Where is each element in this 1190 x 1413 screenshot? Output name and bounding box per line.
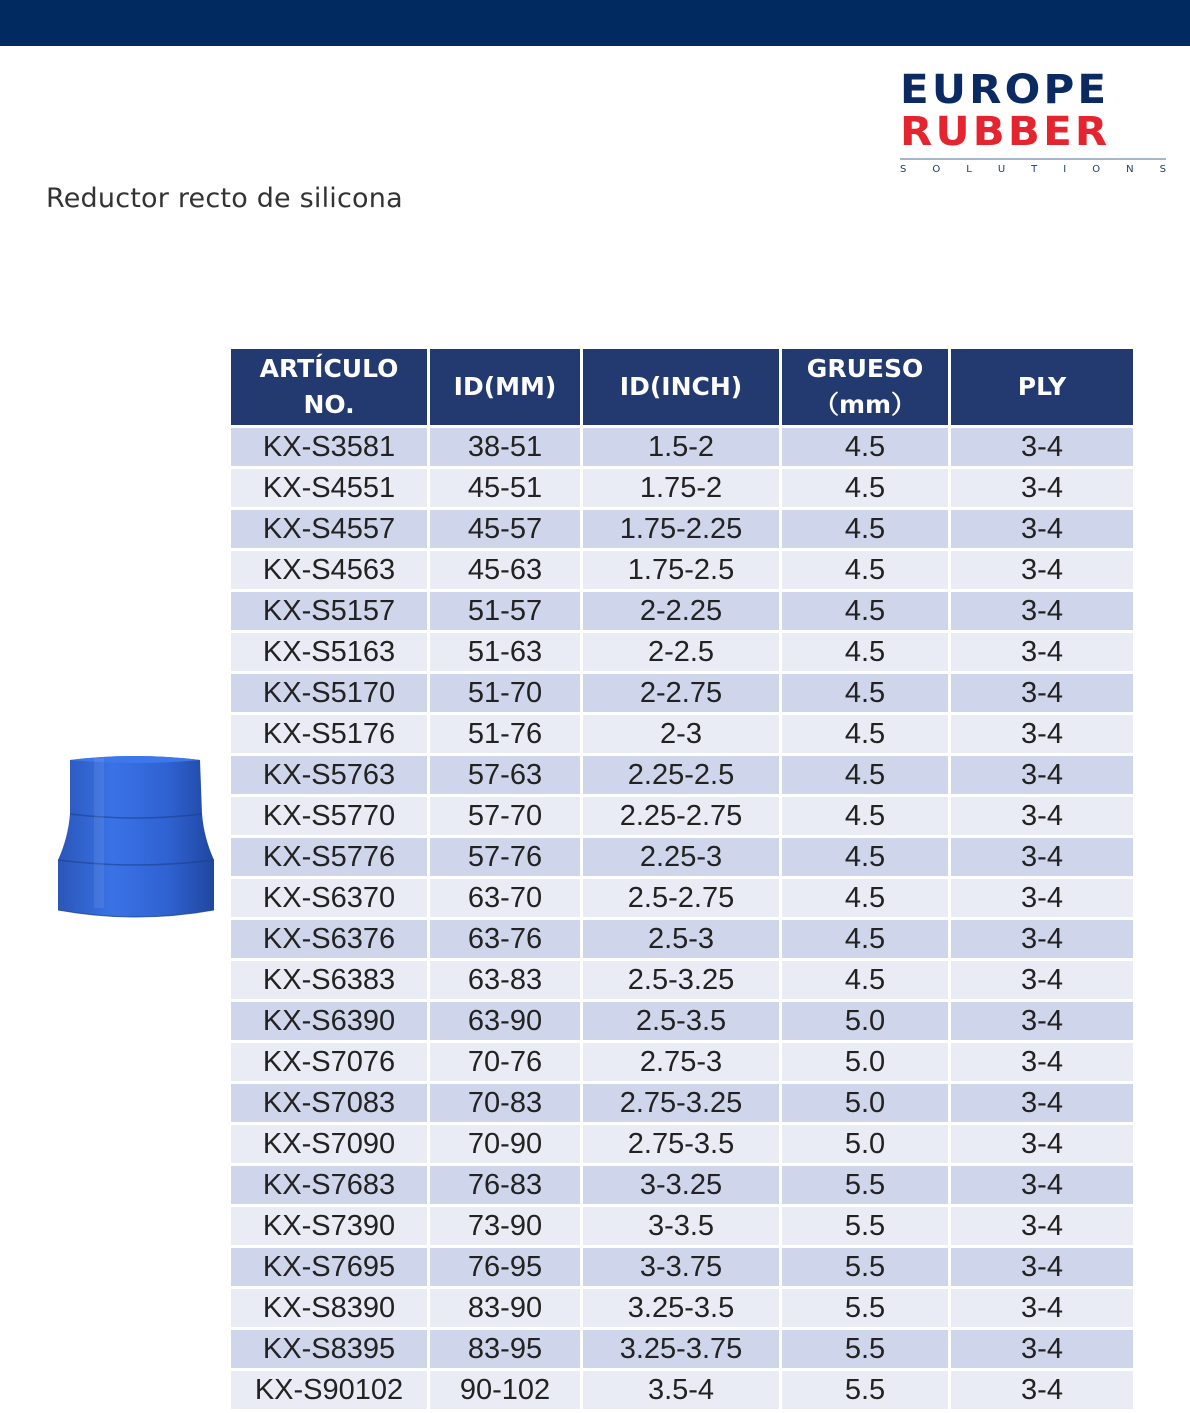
cell-id-mm: 63-70 [430,879,580,917]
header-ply [951,349,1133,425]
header-line: GRUESO [806,354,924,383]
table-row [231,1289,1133,1327]
cell-id-mm: 70-83 [430,1084,580,1122]
cell-id-inch: 2-3 [583,715,779,753]
cell-id-mm: 51-57 [430,592,580,630]
cell-articulo: KX-S7683 [231,1166,427,1204]
cell-ply: 3-4 [951,1330,1133,1368]
cell-id-inch: 1.75-2.5 [583,551,779,589]
cell-articulo: KX-S7695 [231,1248,427,1286]
cell-articulo: KX-S5770 [231,797,427,835]
logo-tagline-letter: U [997,164,1006,175]
cell-grueso: 4.5 [782,592,948,630]
cell-articulo: KX-S4551 [231,469,427,507]
cell-articulo: KX-S7390 [231,1207,427,1245]
header-line: ID(MM) [453,372,557,401]
cell-ply: 3-4 [951,551,1133,589]
cell-id-inch: 1.75-2 [583,469,779,507]
logo-tagline-letter: O [932,164,941,175]
cell-articulo: KX-S6383 [231,961,427,999]
cell-ply: 3-4 [951,1125,1133,1163]
cell-articulo: KX-S5776 [231,838,427,876]
cell-articulo: KX-S90102 [231,1371,427,1409]
table-row [231,1207,1133,1245]
cell-id-inch: 2.25-3 [583,838,779,876]
cell-articulo: KX-S5170 [231,674,427,712]
cell-id-mm: 57-70 [430,797,580,835]
logo-tagline-letter: I [1063,164,1067,175]
cell-grueso: 5.5 [782,1166,948,1204]
header-line: ARTÍCULO [259,354,399,383]
header-articulo [231,349,427,425]
cell-grueso: 5.0 [782,1043,948,1081]
table-row [231,1166,1133,1204]
cell-ply: 3-4 [951,1002,1133,1040]
header-id-mm [430,349,580,425]
cell-id-mm: 63-90 [430,1002,580,1040]
silicone-reducer-hose-icon [54,752,218,924]
table-row [231,592,1133,630]
cell-id-inch: 3.25-3.5 [583,1289,779,1327]
logo-tagline-letter: S [900,164,907,175]
logo-tagline [900,164,1166,175]
table-row [231,756,1133,794]
cell-articulo: KX-S5176 [231,715,427,753]
cell-id-inch: 2.5-3.5 [583,1002,779,1040]
cell-ply: 3-4 [951,1371,1133,1409]
cell-id-mm: 83-90 [430,1289,580,1327]
header-line: ID(INCH) [619,372,743,401]
cell-id-mm: 83-95 [430,1330,580,1368]
cell-grueso: 4.5 [782,920,948,958]
cell-id-inch: 2.75-3.5 [583,1125,779,1163]
logo-text-rubber: RUBBER [900,109,1111,155]
cell-id-mm: 51-63 [430,633,580,671]
logo-tagline-letter: L [966,164,972,175]
cell-articulo: KX-S7076 [231,1043,427,1081]
cell-id-mm: 76-95 [430,1248,580,1286]
table-row [231,1002,1133,1040]
cell-grueso: 5.0 [782,1125,948,1163]
table-row [231,920,1133,958]
cell-id-mm: 90-102 [430,1371,580,1409]
cell-id-inch: 2.5-3 [583,920,779,958]
cell-id-mm: 45-51 [430,469,580,507]
cell-id-inch: 2.5-2.75 [583,879,779,917]
cell-articulo: KX-S7090 [231,1125,427,1163]
cell-grueso: 5.5 [782,1289,948,1327]
cell-grueso: 4.5 [782,428,948,466]
cell-id-inch: 2-2.25 [583,592,779,630]
table-row [231,1084,1133,1122]
cell-id-inch: 3.5-4 [583,1371,779,1409]
table-row [231,1248,1133,1286]
spec-table [228,346,1136,1412]
cell-ply: 3-4 [951,592,1133,630]
cell-articulo: KX-S5763 [231,756,427,794]
cell-id-inch: 3-3.75 [583,1248,779,1286]
cell-ply: 3-4 [951,428,1133,466]
cell-id-inch: 3.25-3.75 [583,1330,779,1368]
top-banner-bar [0,0,1190,46]
cell-id-inch: 1.5-2 [583,428,779,466]
table-row [231,1043,1133,1081]
page-title: Reductor recto de silicona [46,183,403,214]
cell-grueso: 4.5 [782,838,948,876]
cell-ply: 3-4 [951,1207,1133,1245]
cell-ply: 3-4 [951,633,1133,671]
cell-grueso: 4.5 [782,633,948,671]
cell-grueso: 5.5 [782,1330,948,1368]
cell-ply: 3-4 [951,1084,1133,1122]
cell-articulo: KX-S8395 [231,1330,427,1368]
header-id-inch [583,349,779,425]
cell-ply: 3-4 [951,469,1133,507]
table-row [231,838,1133,876]
cell-ply: 3-4 [951,797,1133,835]
table-row [231,428,1133,466]
cell-id-inch: 1.75-2.25 [583,510,779,548]
table-row [231,469,1133,507]
cell-id-inch: 2.75-3.25 [583,1084,779,1122]
cell-articulo: KX-S5157 [231,592,427,630]
cell-grueso: 5.5 [782,1248,948,1286]
cell-ply: 3-4 [951,1043,1133,1081]
cell-articulo: KX-S3581 [231,428,427,466]
table-row [231,961,1133,999]
cell-id-mm: 73-90 [430,1207,580,1245]
cell-id-mm: 57-76 [430,838,580,876]
cell-grueso: 5.0 [782,1084,948,1122]
table-row [231,510,1133,548]
cell-grueso: 4.5 [782,674,948,712]
cell-grueso: 4.5 [782,879,948,917]
logo-tagline-letter: S [1159,164,1166,175]
cell-id-mm: 45-57 [430,510,580,548]
cell-id-mm: 51-70 [430,674,580,712]
cell-grueso: 4.5 [782,961,948,999]
cell-id-inch: 2-2.75 [583,674,779,712]
cell-articulo: KX-S4557 [231,510,427,548]
cell-grueso: 4.5 [782,797,948,835]
cell-grueso: 4.5 [782,469,948,507]
header-grueso [782,349,948,425]
cell-ply: 3-4 [951,1166,1133,1204]
cell-id-inch: 2.75-3 [583,1043,779,1081]
cell-grueso: 5.5 [782,1371,948,1409]
cell-grueso: 5.0 [782,1002,948,1040]
cell-articulo: KX-S8390 [231,1289,427,1327]
table-row [231,715,1133,753]
cell-id-mm: 63-83 [430,961,580,999]
cell-id-inch: 2.25-2.75 [583,797,779,835]
europe-rubber-logo [898,68,1168,180]
cell-ply: 3-4 [951,1289,1133,1327]
cell-id-inch: 2.5-3.25 [583,961,779,999]
table-row [231,674,1133,712]
cell-id-inch: 3-3.25 [583,1166,779,1204]
cell-ply: 3-4 [951,961,1133,999]
cell-ply: 3-4 [951,756,1133,794]
cell-id-mm: 70-76 [430,1043,580,1081]
cell-ply: 3-4 [951,838,1133,876]
cell-ply: 3-4 [951,510,1133,548]
cell-id-mm: 51-76 [430,715,580,753]
cell-articulo: KX-S6376 [231,920,427,958]
cell-grueso: 5.5 [782,1207,948,1245]
logo-tagline-letter: T [1031,164,1038,175]
cell-grueso: 4.5 [782,756,948,794]
table-header-row [231,349,1133,425]
cell-id-mm: 45-63 [430,551,580,589]
header-line: NO. [303,390,355,419]
cell-grueso: 4.5 [782,551,948,589]
cell-articulo: KX-S4563 [231,551,427,589]
table-row [231,1125,1133,1163]
table-row [231,879,1133,917]
logo-tagline-letter: O [1092,164,1101,175]
logo-divider [900,158,1166,160]
cell-id-mm: 63-76 [430,920,580,958]
table-row [231,1330,1133,1368]
cell-ply: 3-4 [951,920,1133,958]
cell-articulo: KX-S6390 [231,1002,427,1040]
cell-id-mm: 38-51 [430,428,580,466]
cell-grueso: 4.5 [782,510,948,548]
spec-table-body [231,428,1133,1409]
cell-grueso: 4.5 [782,715,948,753]
logo-tagline-letter: N [1126,164,1134,175]
table-row [231,633,1133,671]
cell-ply: 3-4 [951,674,1133,712]
header-line: PLY [1017,372,1067,401]
cell-ply: 3-4 [951,715,1133,753]
cell-id-mm: 70-90 [430,1125,580,1163]
cell-id-mm: 57-63 [430,756,580,794]
cell-articulo: KX-S5163 [231,633,427,671]
cell-articulo: KX-S7083 [231,1084,427,1122]
cell-ply: 3-4 [951,1248,1133,1286]
logo-text-europe: EUROPE [900,67,1110,113]
table-row [231,551,1133,589]
cell-id-inch: 2-2.5 [583,633,779,671]
header-line: （mm） [813,390,917,419]
cell-ply: 3-4 [951,879,1133,917]
table-row [231,797,1133,835]
table-row [231,1371,1133,1409]
cell-id-inch: 2.25-2.5 [583,756,779,794]
cell-articulo: KX-S6370 [231,879,427,917]
cell-id-inch: 3-3.5 [583,1207,779,1245]
cell-id-mm: 76-83 [430,1166,580,1204]
